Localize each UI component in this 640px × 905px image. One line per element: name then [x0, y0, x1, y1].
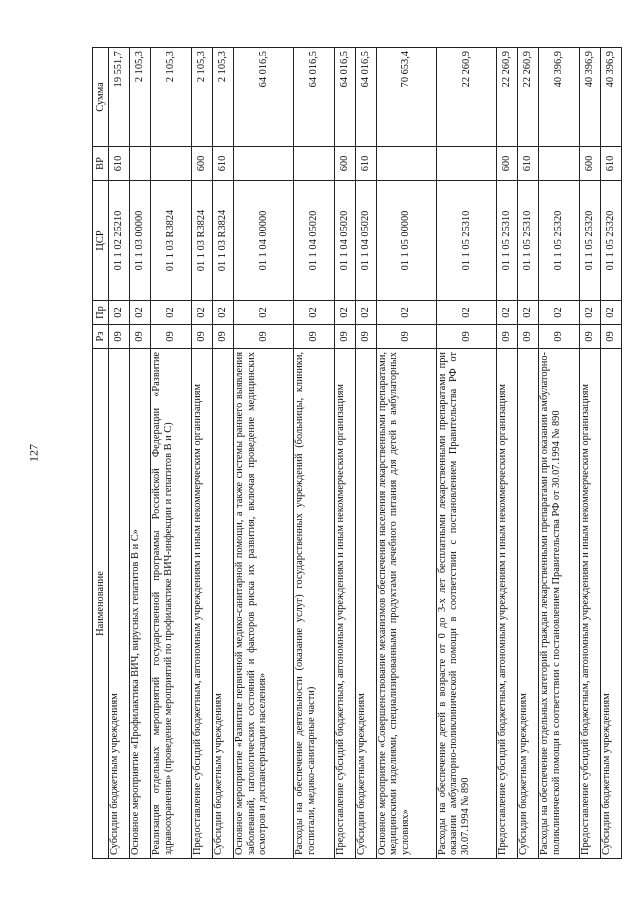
cell-name: Субсидии бюджетным учреждениям [355, 349, 376, 859]
cell-pr: 02 [294, 301, 335, 325]
header-name: Наименование [93, 349, 109, 859]
cell-name: Предоставление субсидий бюджетным, автономным учреждениям и иным некоммерческим организациям [191, 349, 212, 859]
cell-sum: 2 105,3 [151, 48, 192, 147]
cell-pr: 02 [355, 301, 376, 325]
cell-pr: 02 [212, 301, 233, 325]
cell-name: Основное мероприятие «Профилактика ВИЧ, вирусных гепатитов В и С» [130, 349, 151, 859]
cell-name: Основное мероприятие «Развитие первичной медико-санитарной помощи, а также системы раннего выявления заболеваний, патологических состояний и факторов риска их развития, включая проведение медицинских осмотров и диспансеризации населения» [234, 349, 294, 859]
cell-pr: 02 [579, 301, 600, 325]
cell-name: Расходы на обеспечение детей в возрасте от 0 до 3-х лет бесплатными лекарственными препаратами при оказании амбулаторно-поликлинической помощи в соответствии с постановлением Правительства РФ от 30.07.1994 № 890 [436, 349, 496, 859]
table-row [151, 48, 192, 859]
table-row [130, 48, 151, 859]
cell-rz: 09 [539, 325, 580, 349]
cell-rz: 09 [234, 325, 294, 349]
cell-rz: 09 [600, 325, 621, 349]
cell-csr: 01 1 04 05020 [334, 181, 355, 301]
cell-sum: 64 016,5 [294, 48, 335, 147]
header-vr: ВР [93, 147, 109, 181]
cell-vr [234, 147, 294, 181]
cell-rz: 09 [579, 325, 600, 349]
cell-rz: 09 [334, 325, 355, 349]
cell-vr: 610 [212, 147, 233, 181]
cell-csr: 01 1 05 25310 [436, 181, 496, 301]
header-csr: ЦСР [93, 181, 109, 301]
cell-vr: 610 [600, 147, 621, 181]
cell-vr: 600 [334, 147, 355, 181]
cell-csr: 01 1 05 25310 [496, 181, 517, 301]
cell-sum: 40 396,9 [539, 48, 580, 147]
cell-csr: 01 1 03 R3824 [151, 181, 192, 301]
cell-name: Субсидии бюджетным учреждениям [212, 349, 233, 859]
cell-vr: 610 [109, 147, 130, 181]
cell-pr: 02 [376, 301, 436, 325]
cell-csr: 01 1 04 05020 [294, 181, 335, 301]
cell-csr: 01 1 03 R3824 [191, 181, 212, 301]
budget-table [92, 47, 622, 859]
table-row [376, 48, 436, 859]
cell-vr [436, 147, 496, 181]
table-row [355, 48, 376, 859]
cell-csr: 01 1 05 25310 [517, 181, 538, 301]
cell-rz: 09 [496, 325, 517, 349]
cell-sum: 64 016,5 [334, 48, 355, 147]
cell-name: Основное мероприятие «Совершенствование механизмов обеспечения населения лекарственными препаратами, медицинскими изделиями, специализированными продуктами лечебного питания для детей в амбулаторных условиях» [376, 349, 436, 859]
cell-name: Расходы на обеспечение отдельных категорий граждан лекарственными препаратами при оказании амбулаторно-поликлинической помощи в соответствии с постановлением Правительства РФ от 30.07.1994 № 890 [539, 349, 580, 859]
cell-vr: 600 [496, 147, 517, 181]
cell-csr: 01 1 05 25320 [579, 181, 600, 301]
cell-name: Предоставление субсидий бюджетным, автономным учреждениям и иным некоммерческим организациям [496, 349, 517, 859]
cell-rz: 09 [130, 325, 151, 349]
cell-rz: 09 [436, 325, 496, 349]
cell-vr [376, 147, 436, 181]
cell-rz: 09 [212, 325, 233, 349]
rotated-content [92, 48, 622, 859]
cell-sum: 22 260,9 [517, 48, 538, 147]
cell-name: Предоставление субсидий бюджетным, автономным учреждениям и иным некоммерческим организациям [579, 349, 600, 859]
cell-csr: 01 1 05 25320 [600, 181, 621, 301]
table-row [109, 48, 130, 859]
table-row [539, 48, 580, 859]
cell-rz: 09 [294, 325, 335, 349]
cell-csr: 01 1 05 25320 [539, 181, 580, 301]
cell-csr: 01 1 02 25210 [109, 181, 130, 301]
table-row [294, 48, 335, 859]
table-row [191, 48, 212, 859]
cell-pr: 02 [130, 301, 151, 325]
cell-sum: 22 260,9 [436, 48, 496, 147]
cell-rz: 09 [191, 325, 212, 349]
cell-sum: 70 653,4 [376, 48, 436, 147]
cell-csr: 01 1 05 00000 [376, 181, 436, 301]
cell-name: Расходы на обеспечение деятельности (оказание услуг) государственных учреждений (больницы, клиники, госпитали, медико-санитарные части) [294, 349, 335, 859]
cell-name: Предоставление субсидий бюджетным, автономным учреждениям и иным некоммерческим организациям [334, 349, 355, 859]
cell-pr: 02 [334, 301, 355, 325]
cell-rz: 09 [109, 325, 130, 349]
cell-rz: 09 [376, 325, 436, 349]
cell-name: Субсидии бюджетным учреждениям [600, 349, 621, 859]
cell-csr: 01 1 04 05020 [355, 181, 376, 301]
cell-sum: 64 016,5 [355, 48, 376, 147]
cell-csr: 01 1 04 00000 [234, 181, 294, 301]
cell-pr: 02 [539, 301, 580, 325]
cell-pr: 02 [436, 301, 496, 325]
cell-csr: 01 1 03 R3824 [212, 181, 233, 301]
cell-vr: 610 [517, 147, 538, 181]
cell-name: Субсидии бюджетным учреждениям [109, 349, 130, 859]
rotated-table-container [92, 48, 622, 859]
cell-pr: 02 [109, 301, 130, 325]
cell-vr [539, 147, 580, 181]
cell-vr: 610 [355, 147, 376, 181]
page-number: 127 [26, 444, 41, 462]
table-body [109, 48, 622, 859]
cell-pr: 02 [517, 301, 538, 325]
table-row [579, 48, 600, 859]
table-row [517, 48, 538, 859]
header-sum: Сумма [93, 48, 109, 147]
table-row [234, 48, 294, 859]
cell-pr: 02 [496, 301, 517, 325]
cell-vr [294, 147, 335, 181]
cell-sum: 22 260,9 [496, 48, 517, 147]
cell-pr: 02 [600, 301, 621, 325]
cell-vr: 600 [191, 147, 212, 181]
cell-name: Реализация отдельных мероприятий государственной программы Российской Федерации «Развитие здравоохранения» (проведение мероприятий по профилактике ВИЧ-инфекции и гепатитов В и С) [151, 349, 192, 859]
cell-sum: 40 396,9 [579, 48, 600, 147]
cell-vr [151, 147, 192, 181]
cell-sum: 19 551,7 [109, 48, 130, 147]
cell-rz: 09 [355, 325, 376, 349]
cell-pr: 02 [151, 301, 192, 325]
table-row [600, 48, 621, 859]
table-row [436, 48, 496, 859]
table-row [496, 48, 517, 859]
cell-name: Субсидии бюджетным учреждениям [517, 349, 538, 859]
cell-vr [130, 147, 151, 181]
cell-sum: 64 016,5 [234, 48, 294, 147]
header-pr: Пр [93, 301, 109, 325]
table-row [212, 48, 233, 859]
cell-sum: 2 105,3 [212, 48, 233, 147]
cell-sum: 40 396,9 [600, 48, 621, 147]
header-rz: Рз [93, 325, 109, 349]
cell-pr: 02 [191, 301, 212, 325]
cell-pr: 02 [234, 301, 294, 325]
cell-csr: 01 1 03 00000 [130, 181, 151, 301]
table-row [334, 48, 355, 859]
cell-vr: 600 [579, 147, 600, 181]
cell-rz: 09 [151, 325, 192, 349]
table-header-row [93, 48, 109, 859]
cell-sum: 2 105,3 [191, 48, 212, 147]
cell-rz: 09 [517, 325, 538, 349]
cell-sum: 2 105,3 [130, 48, 151, 147]
